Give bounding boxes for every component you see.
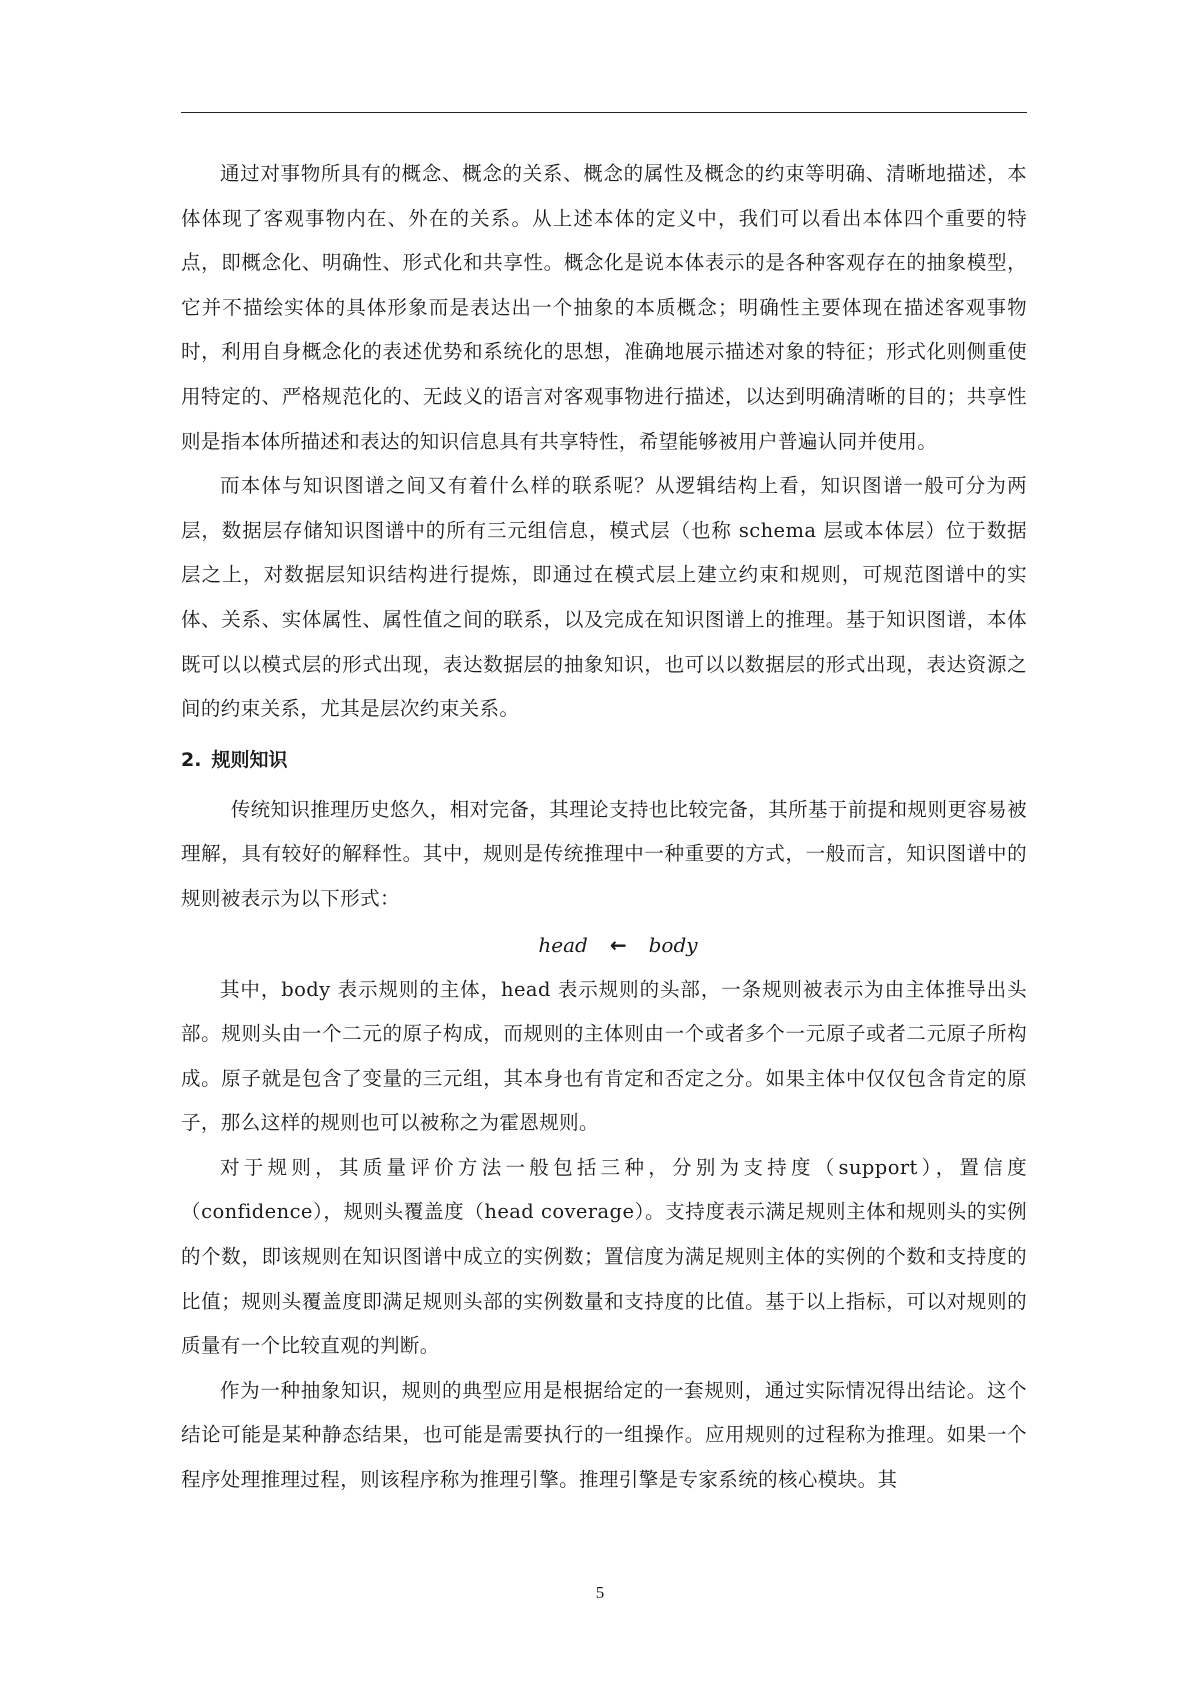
- paragraph-rule-structure: 其中，body 表示规则的主体，head 表示规则的头部，一条规则被表示为由主体推导出头部。规则头由一个二元的原子构成，而规则的主体则由一个或者多个一元原子或者二元原子所构成。原子就是包含了变量的三元组，其本身也有肯定和否定之分。如果主体中仅仅包含肯定的原子，那么这样的规则也可以被称之为霍恩规则。: [181, 977, 1027, 1135]
- header-rule: [181, 112, 1027, 113]
- left-arrow-icon: ←: [609, 932, 627, 957]
- formula-head: head: [538, 932, 588, 957]
- paragraph-ontology-knowledge-graph: 而本体与知识图谱之间又有着什么样的联系呢？从逻辑结构上看，知识图谱一般可分为两层，数据层存储知识图谱中的所有三元组信息，模式层（也称 schema 层或本体层）位于数据层之上，对数据层知识结构进行提炼，即通过在模式层上建立约束和规则，可规范图谱中的实体、关系、实体属性、属性值之间的联系，以及完成在知识图谱上的推理。基于知识图谱，本体既可以以模式层的形式出现，表达数据层的抽象知识，也可以以数据层的形式出现，表达资源之间的约束关系，尤其是层次约束关系。: [181, 474, 1027, 721]
- page-number: 5: [595, 1583, 605, 1602]
- section-title: 规则知识: [211, 748, 288, 771]
- paragraph-rule-quality: 对于规则，其质量评价方法一般包括三种，分别为支持度（support），置信度（confidence），规则头覆盖度（head coverage）。支持度表示满足规则主体和规则头的实例的个数，即该规则在知识图谱中成立的实例数；置信度为满足规则主体的实例的个数和支持度的比值；规则头覆盖度即满足规则头部的实例数量和支持度的比值。基于以上指标，可以对规则的质量有一个比较直观的判断。: [181, 1155, 1027, 1358]
- paragraph-rule-application: 作为一种抽象知识，规则的典型应用是根据给定的一套规则，通过实际情况得出结论。这个结论可能是某种静态结果，也可能是需要执行的一组操作。应用规则的过程称为推理。如果一个程序处理推理过程，则该程序称为推理引擎。推理引擎是专家系统的核心模块。其: [181, 1378, 1027, 1492]
- section-heading: [181, 732, 1027, 788]
- formula-body: body: [648, 932, 698, 957]
- paragraph-ontology-features: 通过对事物所具有的概念、概念的关系、概念的属性及概念的约束等明确、清晰地描述，本体体现了客观事物内在、外在的关系。从上述本体的定义中，我们可以看出本体四个重要的特点，即概念化、明确性、形式化和共享性。概念化是说本体表示的是各种客观存在的抽象模型，它并不描绘实体的具体形象而是表达出一个抽象的本质概念；明确性主要体现在描述客观事物时，利用自身概念化的表述优势和系统化的思想，准确地展示描述对象的特征；形式化则侧重使用特定的、严格规范化的、无歧义的语言对客观事物进行描述，以达到明确清晰的目的；共享性则是指本体所描述和表达的知识信息具有共享特性，希望能够被用户普遍认同并使用。: [181, 162, 1027, 453]
- paragraph-rule-intro: 传统知识推理历史悠久，相对完备，其理论支持也比较完备，其所基于前提和规则更容易被理解，具有较好的解释性。其中，规则是传统推理中一种重要的方式，一般而言，知识图谱中的规则被表示为以下形式：: [181, 797, 1027, 910]
- section-number: 2.: [181, 748, 202, 771]
- page-body: [181, 152, 1027, 1503]
- rule-formula: [181, 922, 1027, 968]
